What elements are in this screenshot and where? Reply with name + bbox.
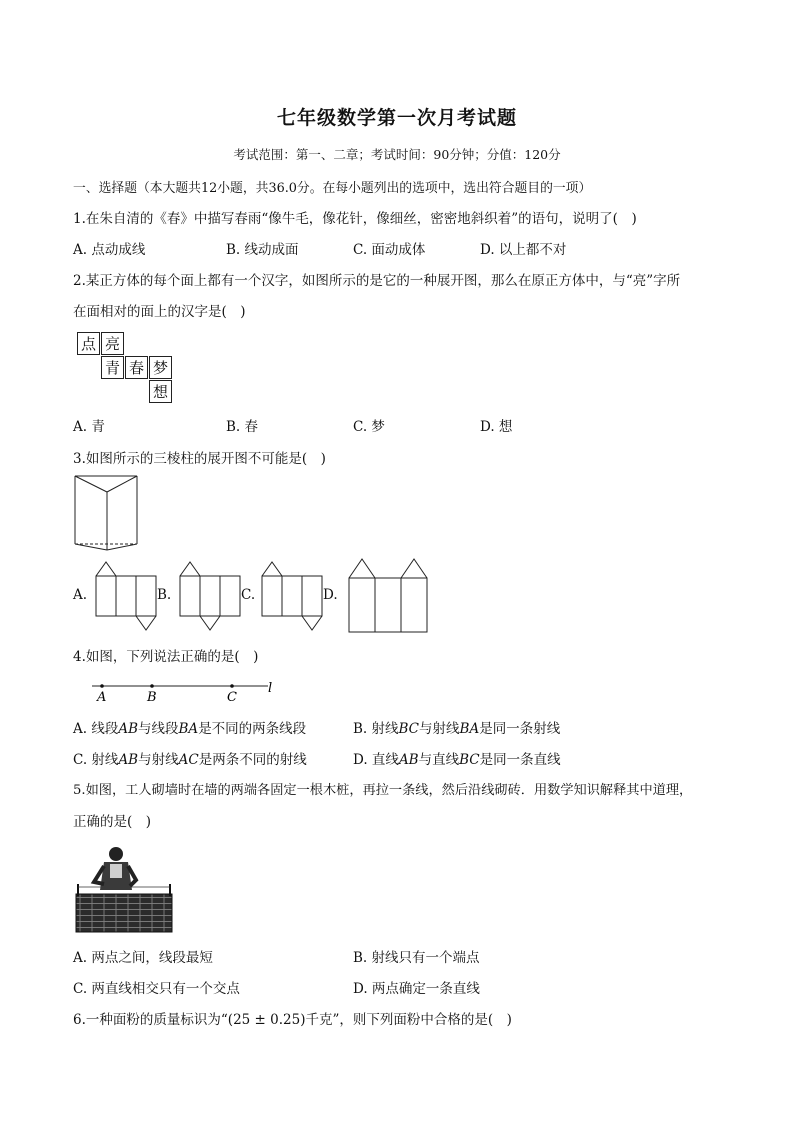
point-c-label: C <box>227 690 237 704</box>
q4-option-b[interactable]: B. 射线BC与射线BA是同一条射线 <box>353 721 561 737</box>
q4-option-d[interactable]: D. 直线AB与直线BC是同一条直线 <box>353 752 561 768</box>
q3-stem: 3.如图所示的三棱柱的展开图不可能是( ) <box>73 451 326 467</box>
section-heading: 一、选择题（本大题共12小题，共36.0分。在每小题列出的选项中，选出符合题目的一项） <box>73 181 592 196</box>
bricklayer-illustration <box>74 844 176 934</box>
q2-option-a[interactable]: A. 青 <box>73 419 105 435</box>
point-c <box>230 684 234 688</box>
q2-option-c[interactable]: C. 梦 <box>353 419 385 435</box>
point-a <box>100 684 104 688</box>
point-a-label: A <box>97 690 107 704</box>
q3-option-a-label[interactable]: A. <box>73 587 88 603</box>
q1-option-d[interactable]: D. 以上都不对 <box>480 242 567 258</box>
q5-option-c[interactable]: C. 两直线相交只有一个交点 <box>73 981 240 997</box>
q3-option-d-label[interactable]: D. <box>323 587 338 603</box>
q3-net-d[interactable] <box>346 556 430 634</box>
net-cell: 想 <box>149 380 172 403</box>
q6-mass-expression: (25 ± 0.25) <box>227 1012 306 1028</box>
page-title: 七年级数学第一次月考试题 <box>276 107 517 129</box>
line-figure <box>88 674 288 704</box>
q2-option-d[interactable]: D. 想 <box>480 419 513 435</box>
q2-option-b[interactable]: B. 春 <box>226 419 259 435</box>
exam-info: 考试范围：第一、二章；考试时间：90分钟；分值：120分 <box>233 147 561 162</box>
q4-option-c[interactable]: C. 射线AB与射线AC是两条不同的射线 <box>73 752 307 768</box>
q5-option-d[interactable]: D. 两点确定一条直线 <box>353 981 480 997</box>
q5-stem-line1: 5.如图，工人砌墙时在墙的两端各固定一根木桩，再拉一条线，然后沿线砌砖．用数学知识解释其中道理， <box>73 783 693 798</box>
q3-net-b[interactable] <box>176 560 246 632</box>
q3-option-c-label[interactable]: C. <box>241 587 256 603</box>
q1-option-c[interactable]: C. 面动成体 <box>353 242 426 258</box>
point-b <box>150 684 154 688</box>
net-cell: 梦 <box>149 356 172 379</box>
cube-net-figure <box>77 332 173 404</box>
q5-option-a[interactable]: A. 两点之间，线段最短 <box>73 950 213 966</box>
point-b-label: B <box>147 690 157 704</box>
net-cell: 亮 <box>101 332 124 355</box>
q3-net-a[interactable] <box>92 560 162 632</box>
q1-option-a[interactable]: A. 点动成线 <box>73 242 146 258</box>
net-cell: 春 <box>125 356 148 379</box>
line-l-label: l <box>268 681 273 696</box>
q1-option-b[interactable]: B. 线动成面 <box>226 242 299 258</box>
q2-stem-line2: 在面相对的面上的汉字是( ) <box>73 304 246 320</box>
q4-option-a[interactable]: A. 线段AB与线段BA是不同的两条线段 <box>73 721 307 737</box>
q6-stem: 6.一种面粉的质量标识为“(25 ± 0.25)千克”，则下列面粉中合格的是( ) <box>73 1012 512 1028</box>
q4-stem: 4.如图，下列说法正确的是( ) <box>73 649 259 665</box>
net-cell: 青 <box>101 356 124 379</box>
q5-stem-line2: 正确的是( ) <box>73 814 152 830</box>
q3-net-c[interactable] <box>258 560 328 632</box>
net-cell: 点 <box>77 332 100 355</box>
q1-stem: 1.在朱自清的《春》中描写春雨“像牛毛，像花针，像细丝，密密地斜织着”的语句，说明了( ) <box>73 211 637 227</box>
q2-stem-line1: 2.某正方体的每个面上都有一个汉字，如图所示的是它的一种展开图，那么在原正方体中，与“亮”字所 <box>73 273 681 289</box>
q3-option-b-label[interactable]: B. <box>157 587 172 603</box>
q5-option-b[interactable]: B. 射线只有一个端点 <box>353 950 480 966</box>
prism-figure <box>73 472 139 552</box>
